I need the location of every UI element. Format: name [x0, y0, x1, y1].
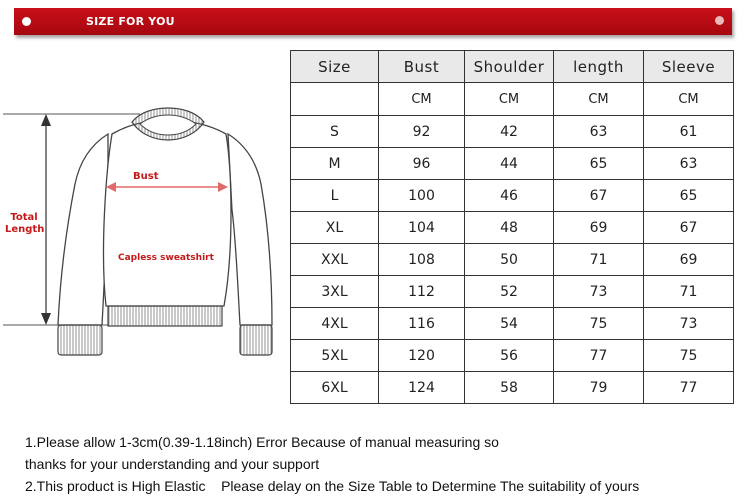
cell-shoulder: 42: [465, 116, 554, 148]
cell-length: 75: [554, 308, 644, 340]
header-shoulder: Shoulder: [465, 51, 554, 83]
cell-length: 63: [554, 116, 644, 148]
cell-sleeve: 63: [644, 148, 734, 180]
cell-sleeve: 61: [644, 116, 734, 148]
cell-length: 71: [554, 244, 644, 276]
note-line-2: thanks for your understanding and your support: [25, 456, 320, 472]
note-line-1: 1.Please allow 1-3cm(0.39-1.18inch) Error Because of manual measuring so: [25, 434, 499, 450]
notes: [25, 431, 745, 497]
cell-shoulder: 56: [465, 340, 554, 372]
cell-size: XL: [291, 212, 379, 244]
bust-label: Bust: [133, 171, 159, 182]
unit-size: [291, 83, 379, 116]
cell-sleeve: 65: [644, 180, 734, 212]
cell-sleeve: 71: [644, 276, 734, 308]
unit-sleeve: CM: [644, 83, 734, 116]
cell-size: 5XL: [291, 340, 379, 372]
cell-sleeve: 69: [644, 244, 734, 276]
size-table: [290, 50, 734, 404]
table-units-row: [291, 83, 734, 116]
cell-size: 3XL: [291, 276, 379, 308]
cell-bust: 124: [379, 372, 465, 404]
cell-size: M: [291, 148, 379, 180]
unit-length: CM: [554, 83, 644, 116]
cell-bust: 108: [379, 244, 465, 276]
cell-shoulder: 58: [465, 372, 554, 404]
cell-length: 77: [554, 340, 644, 372]
cell-shoulder: 54: [465, 308, 554, 340]
cell-bust: 92: [379, 116, 465, 148]
title-banner: [14, 8, 732, 35]
total-length-label-line2: Length: [5, 224, 45, 235]
cell-sleeve: 77: [644, 372, 734, 404]
cell-sleeve: 67: [644, 212, 734, 244]
cell-shoulder: 50: [465, 244, 554, 276]
table-row: [291, 372, 734, 404]
table-row: [291, 276, 734, 308]
cell-bust: 104: [379, 212, 465, 244]
unit-bust: CM: [379, 83, 465, 116]
cell-length: 67: [554, 180, 644, 212]
cell-length: 65: [554, 148, 644, 180]
sweatshirt-diagram: [0, 100, 290, 370]
banner-dot-icon: [22, 17, 31, 26]
table-row: [291, 212, 734, 244]
cell-size: XXL: [291, 244, 379, 276]
table-header-row: [291, 51, 734, 83]
cell-shoulder: 52: [465, 276, 554, 308]
cell-size: 6XL: [291, 372, 379, 404]
cell-sleeve: 73: [644, 308, 734, 340]
cell-size: L: [291, 180, 379, 212]
cell-shoulder: 46: [465, 180, 554, 212]
sweatshirt-illustration: [0, 100, 290, 370]
cell-size: 4XL: [291, 308, 379, 340]
cell-bust: 120: [379, 340, 465, 372]
table-row: [291, 340, 734, 372]
cell-length: 69: [554, 212, 644, 244]
garment-label: Capless sweatshirt: [118, 253, 214, 263]
cell-bust: 112: [379, 276, 465, 308]
cell-bust: 96: [379, 148, 465, 180]
cell-length: 79: [554, 372, 644, 404]
header-sleeve: Sleeve: [644, 51, 734, 83]
total-length-label-line1: Total: [10, 212, 38, 223]
cell-shoulder: 44: [465, 148, 554, 180]
note-line-3: 2.This product is High Elastic Please delay on the Size Table to Determine The suitability of yours: [25, 478, 640, 494]
table-row: [291, 116, 734, 148]
cell-shoulder: 48: [465, 212, 554, 244]
total-length-label: [5, 212, 43, 236]
banner-corner-icon: [715, 16, 724, 25]
cell-bust: 100: [379, 180, 465, 212]
unit-shoulder: CM: [465, 83, 554, 116]
header-length: length: [554, 51, 644, 83]
table-row: [291, 244, 734, 276]
cell-size: S: [291, 116, 379, 148]
banner-title: SIZE FOR YOU: [86, 15, 175, 28]
cell-sleeve: 75: [644, 340, 734, 372]
table-row: [291, 148, 734, 180]
header-bust: Bust: [379, 51, 465, 83]
table-row: [291, 180, 734, 212]
cell-length: 73: [554, 276, 644, 308]
table-row: [291, 308, 734, 340]
cell-bust: 116: [379, 308, 465, 340]
header-size: Size: [291, 51, 379, 83]
